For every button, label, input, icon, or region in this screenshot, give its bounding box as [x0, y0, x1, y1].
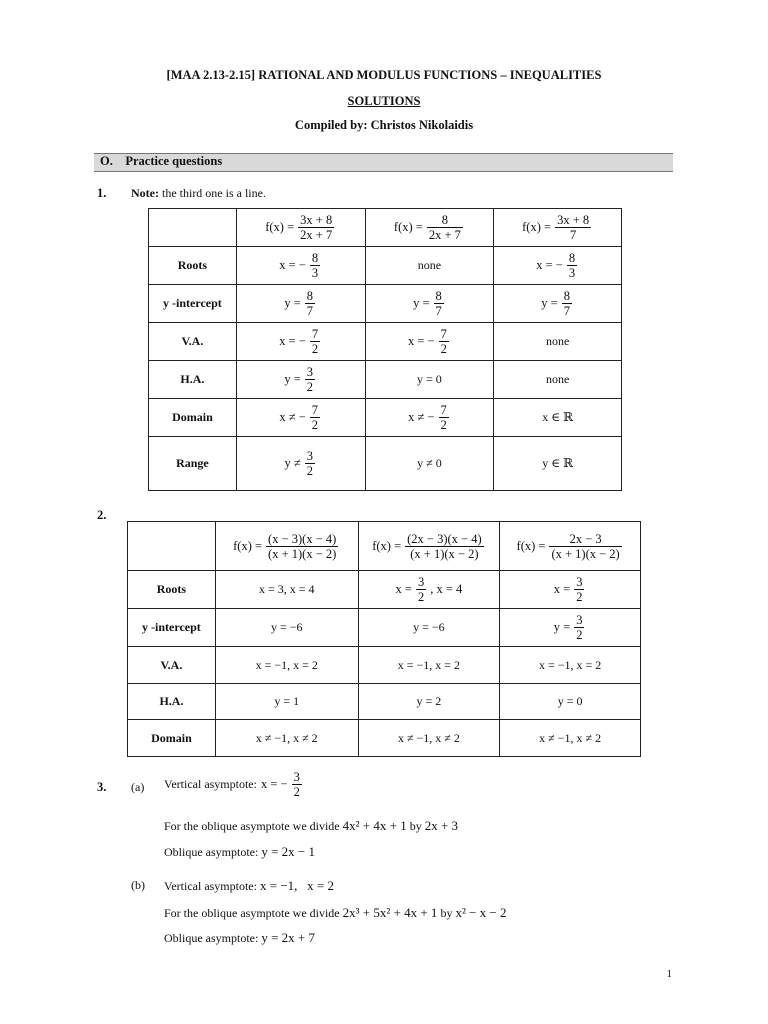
- fraction-denominator: 7: [569, 228, 577, 242]
- equation-prefix: x ≠ −: [408, 410, 435, 424]
- fraction-numerator: 7: [311, 327, 319, 341]
- cell-value: x ∈ ℝ: [542, 410, 574, 424]
- part-b-dividend: 2x³ + 5x² + 4x + 1: [342, 905, 438, 920]
- cell-value: x ≠ −1, x ≠ 2: [255, 730, 318, 745]
- table-cell: [215, 684, 358, 720]
- part-b-va-text: Vertical asymptote:: [164, 879, 257, 893]
- question-2-number: 2.: [97, 508, 107, 522]
- row-label: V.A.: [149, 323, 237, 361]
- function-lhs: f(x) =: [522, 220, 552, 234]
- cell-equation: [536, 251, 579, 280]
- fraction: [434, 289, 444, 318]
- equation-suffix: , x = 4: [430, 582, 463, 596]
- equation-prefix: x ≠ −: [279, 410, 306, 424]
- cell-equation: [408, 327, 451, 356]
- cell-value: none: [545, 334, 570, 348]
- part-a-va-text: Vertical asymptote:: [164, 777, 257, 791]
- part-a-oblique-equation: y = 2x − 1: [261, 844, 315, 859]
- table-cell: [494, 285, 622, 323]
- fraction: [574, 575, 584, 604]
- row-label: Range: [149, 437, 237, 491]
- cell-equation: [413, 289, 446, 318]
- fraction-numerator: 3x + 8: [557, 213, 590, 227]
- fraction: [310, 327, 320, 356]
- table-cell: [494, 399, 622, 437]
- table-row: [128, 609, 641, 647]
- equation-prefix: y ≠: [284, 456, 301, 470]
- fraction-numerator: 3: [417, 575, 425, 589]
- fraction-denominator: 3: [311, 266, 319, 280]
- table-row: [149, 247, 622, 285]
- table-cell: [494, 323, 622, 361]
- fraction-denominator: 7: [306, 304, 314, 318]
- table-cell: [365, 285, 494, 323]
- table-cell: [236, 361, 365, 399]
- table-header-row: [149, 209, 622, 247]
- fraction: [439, 327, 449, 356]
- equation-prefix: x = −: [279, 334, 306, 348]
- fraction-denominator: (x + 1)(x − 2): [268, 546, 337, 561]
- fraction: [416, 575, 426, 604]
- table-row: [128, 684, 641, 720]
- column-header-function: [236, 209, 365, 247]
- part-b-label: (b): [131, 878, 145, 892]
- function-lhs: f(x) =: [516, 538, 546, 553]
- function-definition: [372, 532, 485, 561]
- fraction-denominator: 3: [568, 266, 576, 280]
- table-row: [149, 437, 622, 491]
- section-header: [94, 153, 673, 172]
- table-corner-cell: [149, 209, 237, 247]
- fraction-numerator: 2x − 3: [549, 532, 621, 547]
- part-b-by: by: [440, 906, 453, 920]
- table-cell: [494, 361, 622, 399]
- part-b-divide-line: [164, 905, 507, 921]
- table-cell: [365, 247, 494, 285]
- equation-prefix: x = −: [407, 334, 435, 348]
- cell-equation: [284, 449, 317, 478]
- fraction-numerator: 7: [440, 403, 447, 417]
- cell-equation: [396, 575, 463, 604]
- column-header-function: [215, 522, 358, 571]
- cell-equation: [541, 289, 574, 318]
- column-header-function: [365, 209, 494, 247]
- cell-value: x = 3, x = 4: [258, 582, 315, 596]
- cell-equation: [554, 613, 587, 642]
- equation-prefix: y =: [553, 620, 571, 634]
- section-label: O. Practice questions: [100, 154, 223, 168]
- row-label: y -intercept: [149, 285, 237, 323]
- fraction-numerator: 3: [306, 449, 313, 463]
- function-lhs: f(x) =: [233, 538, 263, 553]
- cell-value: y = 0: [417, 372, 442, 386]
- part-a-va-fraction: [292, 770, 302, 799]
- fraction-numerator: 8: [427, 213, 463, 228]
- note-text: the third one is a line.: [158, 186, 266, 200]
- part-a-va-equation: [261, 770, 304, 799]
- column-header-function: [358, 522, 500, 571]
- part-b-va-equation: x = −1, x = 2: [259, 878, 334, 893]
- note-label: Note:: [131, 186, 159, 200]
- fraction-denominator: 7: [563, 304, 570, 318]
- table-cell: [365, 437, 494, 491]
- cell-value: none: [417, 258, 442, 272]
- fraction: [555, 213, 591, 242]
- fraction-numerator: 3: [576, 613, 583, 627]
- row-label: Roots: [128, 571, 216, 609]
- table-cell: [236, 247, 365, 285]
- cell-equation: [279, 327, 322, 356]
- cell-equation: [554, 575, 587, 604]
- question-3-number: 3.: [97, 780, 107, 794]
- fraction-numerator: 3: [293, 770, 300, 784]
- column-header-function: [494, 209, 622, 247]
- fraction-denominator: 2: [311, 342, 319, 356]
- equation-prefix: x =: [395, 582, 412, 596]
- table-header-row: [128, 522, 641, 571]
- equation-prefix: y =: [541, 296, 558, 310]
- row-label: H.A.: [128, 684, 216, 720]
- function-definition: [233, 532, 340, 561]
- fraction: [567, 251, 577, 280]
- part-b-divisor: x² − x − 2: [455, 905, 507, 920]
- cell-equation: [279, 251, 322, 280]
- fraction: [305, 365, 315, 394]
- part-a-va-pre: x = −: [260, 777, 288, 791]
- part-a-vertical-asymptote: [164, 770, 304, 799]
- function-lhs: f(x) =: [393, 220, 423, 234]
- equation-prefix: y =: [413, 296, 430, 310]
- part-a-label: (a): [131, 780, 145, 794]
- table-cell: [494, 247, 622, 285]
- fraction: [298, 213, 334, 242]
- function-lhs: f(x) =: [372, 538, 402, 553]
- cell-value: x ≠ −1, x ≠ 2: [539, 730, 602, 745]
- fraction-denominator: 2: [576, 590, 583, 604]
- equation-prefix: y =: [284, 372, 301, 386]
- cell-value: none: [545, 372, 570, 386]
- document-subtitle: SOLUTIONS: [347, 94, 421, 108]
- part-a-oblique-text: Oblique asymptote:: [164, 845, 259, 859]
- table-row: [128, 571, 641, 609]
- equation-prefix: x =: [553, 582, 571, 596]
- table-cell: [500, 720, 641, 757]
- cell-value: x = −1, x = 2: [538, 657, 602, 672]
- function-definition: [517, 532, 624, 561]
- part-b-oblique-line: [164, 930, 315, 946]
- fraction: [310, 251, 320, 280]
- fraction-numerator: 8: [306, 289, 314, 303]
- table-cell: [358, 647, 500, 684]
- part-a-divide-line: [164, 818, 458, 834]
- part-a-dividend: 4x² + 4x + 1: [342, 818, 407, 833]
- row-label: Domain: [128, 720, 216, 757]
- table-corner-cell: [128, 522, 216, 571]
- equation-prefix: y =: [284, 296, 301, 310]
- row-label: y -intercept: [128, 609, 216, 647]
- cell-value: x = −1, x = 2: [255, 657, 318, 672]
- cell-value: y = 2: [416, 694, 442, 708]
- fraction: [549, 532, 621, 561]
- question-2-table: [127, 521, 641, 757]
- cell-value: y = 1: [274, 694, 300, 708]
- table-cell: [365, 361, 494, 399]
- cell-value: y ≠ 0: [417, 456, 442, 470]
- table-cell: [236, 285, 365, 323]
- fraction-numerator: 8: [435, 289, 442, 303]
- fraction: [305, 449, 315, 478]
- compiled-by: Compiled by: Christos Nikolaidis: [294, 118, 474, 132]
- function-definition: [265, 213, 336, 242]
- fraction: [405, 532, 484, 561]
- fraction: [439, 403, 449, 432]
- table-cell: [500, 571, 641, 609]
- row-label: V.A.: [128, 647, 216, 684]
- table-cell: [500, 609, 641, 647]
- table-cell: [358, 571, 500, 609]
- fraction-numerator: 7: [440, 327, 447, 341]
- table-cell: [215, 571, 358, 609]
- cell-value: y ∈ ℝ: [542, 456, 574, 470]
- fraction-denominator: 2: [440, 418, 447, 432]
- fraction: [562, 289, 572, 318]
- part-a-oblique-line: [164, 844, 315, 860]
- row-label: H.A.: [149, 361, 237, 399]
- part-b-divide-text: For the oblique asymptote we divide: [164, 906, 340, 920]
- table-cell: [358, 684, 500, 720]
- fraction-denominator: 2x + 7: [428, 228, 461, 242]
- page-number: 1: [666, 968, 672, 980]
- row-label: Roots: [149, 247, 237, 285]
- fraction-numerator: 8: [563, 289, 570, 303]
- fraction: [427, 213, 463, 242]
- table-cell: [236, 437, 365, 491]
- fraction-numerator: 3: [576, 575, 583, 589]
- fraction: [266, 532, 338, 561]
- table-row: [149, 285, 622, 323]
- fraction-numerator: 8: [568, 251, 576, 265]
- fraction: [310, 403, 320, 432]
- table-cell: [215, 609, 358, 647]
- cell-equation: [279, 403, 322, 432]
- table-row: [149, 361, 622, 399]
- row-label: Domain: [149, 399, 237, 437]
- cell-value: x = −1, x = 2: [397, 657, 461, 672]
- question-1-number: 1.: [97, 186, 107, 200]
- table-row: [128, 720, 641, 757]
- fraction-numerator: 8: [311, 251, 319, 265]
- question-1-note: [131, 186, 266, 201]
- question-1-table: [148, 208, 622, 491]
- cell-equation: [284, 289, 317, 318]
- table-cell: [494, 437, 622, 491]
- equation-prefix: x = −: [279, 258, 306, 272]
- fraction-numerator: 3: [306, 365, 314, 379]
- table-cell: [236, 399, 365, 437]
- part-b-oblique-text: Oblique asymptote:: [164, 931, 259, 945]
- function-definition: [522, 213, 593, 242]
- fraction: [574, 613, 584, 642]
- table-cell: [500, 684, 641, 720]
- document-title: [MAA 2.13-2.15] RATIONAL AND MODULUS FUNCTIONS – INEQUALITIES: [166, 68, 602, 82]
- part-b-vertical-asymptote: [164, 878, 334, 894]
- table-cell: [365, 399, 494, 437]
- fraction-denominator: 7: [435, 304, 442, 318]
- table-cell: [500, 647, 641, 684]
- fraction-denominator: 2x + 7: [300, 228, 333, 242]
- fraction-denominator: (x + 1)(x − 2): [410, 546, 479, 561]
- cell-value: y = 0: [557, 694, 583, 708]
- cell-value: y = −6: [270, 620, 303, 634]
- part-b-oblique-equation: y = 2x + 7: [261, 930, 315, 945]
- table-cell: [215, 720, 358, 757]
- fraction-denominator: 2: [306, 380, 314, 394]
- part-a-by: by: [409, 819, 422, 833]
- fraction-denominator: 2: [417, 590, 425, 604]
- part-a-divisor: 2x + 3: [424, 818, 459, 833]
- cell-value: x ≠ −1, x ≠ 2: [397, 730, 460, 745]
- table-cell: [365, 323, 494, 361]
- fraction-numerator: 7: [311, 403, 319, 417]
- table-row: [149, 399, 622, 437]
- function-lhs: f(x) =: [265, 220, 295, 234]
- fraction-denominator: 2: [311, 418, 319, 432]
- column-header-function: [500, 522, 641, 571]
- part-a-divide-text: For the oblique asymptote we divide: [164, 819, 340, 833]
- fraction-denominator: 2: [293, 785, 300, 799]
- cell-equation: [284, 365, 317, 394]
- fraction: [305, 289, 315, 318]
- fraction-numerator: (2x − 3)(x − 4): [407, 531, 482, 546]
- table-row: [149, 323, 622, 361]
- table-cell: [236, 323, 365, 361]
- table-cell: [215, 647, 358, 684]
- fraction-numerator: (x − 3)(x − 4): [268, 531, 337, 546]
- fraction-numerator: 3x + 8: [300, 213, 333, 227]
- table-cell: [358, 609, 500, 647]
- cell-value: y = −6: [413, 620, 445, 634]
- table-row: [128, 647, 641, 684]
- fraction-denominator: 2: [576, 628, 583, 642]
- function-definition: [394, 213, 465, 242]
- cell-equation: [408, 403, 451, 432]
- fraction-denominator: 2: [306, 464, 313, 478]
- equation-prefix: x = −: [536, 258, 563, 272]
- table-cell: [358, 720, 500, 757]
- fraction-denominator: (x + 1)(x − 2): [551, 546, 620, 561]
- fraction-denominator: 2: [440, 342, 447, 356]
